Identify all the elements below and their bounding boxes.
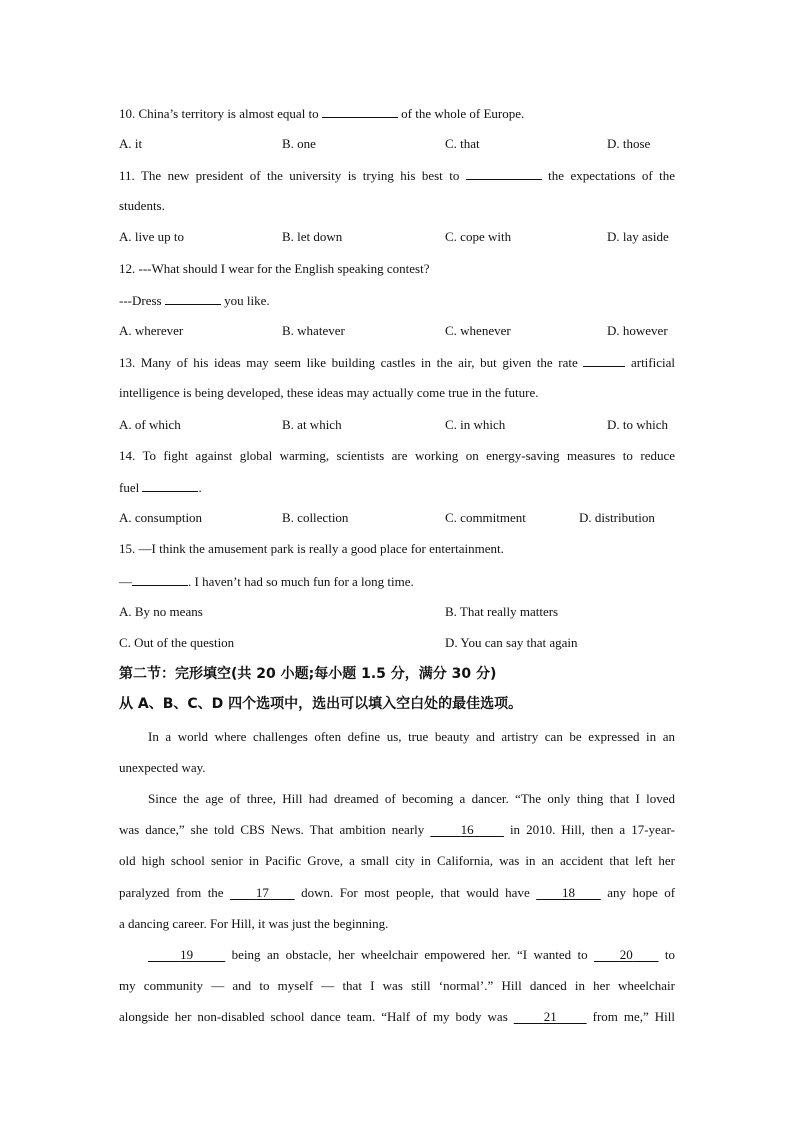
question-13-text-end: artificial (625, 355, 676, 370)
passage-text: from me,” Hill (586, 1009, 676, 1024)
option-c: C. that (445, 136, 480, 151)
answer-blank (132, 572, 188, 586)
option-a: A. By no means (119, 604, 203, 619)
option-d: D. those (607, 136, 651, 151)
question-10-text: 10. China’s territory is almost equal to (119, 106, 322, 121)
question-10-text-end: of the whole of Europe. (397, 106, 525, 121)
question-11-continuation: students. (119, 198, 165, 213)
question-15-text-end: . I haven’t had so much fun for a long time. (188, 574, 414, 589)
passage-paragraph-1-line-2: unexpected way. (119, 760, 206, 775)
passage-paragraph-3-line-1 (148, 946, 675, 964)
option-b: B. let down (282, 229, 343, 244)
option-d: D. to which (607, 417, 669, 432)
blank-number: 21 (543, 1009, 557, 1024)
passage-paragraph-2-line-2 (119, 821, 675, 839)
question-15-response (119, 572, 675, 591)
option-d: D. lay aside (607, 229, 669, 244)
option-c: C. Out of the question (119, 635, 235, 650)
option-b: B. at which (282, 417, 342, 432)
option-a: A. of which (119, 417, 181, 432)
answer-blank (165, 291, 221, 305)
passage-text: being an obstacle, her wheelchair empowered her. “I wanted to (225, 947, 595, 962)
answer-blank (466, 166, 542, 180)
cloze-blank-18 (536, 885, 601, 900)
section-2-title: 第二节：完形填空(共 20 小题;每小题 1.5 分，满分 30 分) (119, 666, 497, 682)
option-a: A. consumption (119, 510, 203, 525)
question-10-stem (119, 104, 675, 123)
option-c: C. commitment (445, 510, 526, 525)
answer-blank (142, 478, 198, 492)
blank-number: 20 (619, 947, 633, 962)
passage-text: to (658, 947, 676, 962)
option-a: A. live up to (119, 229, 184, 244)
option-c: C. in which (445, 417, 506, 432)
passage-paragraph-3-line-3 (119, 1008, 675, 1026)
question-13-stem (119, 353, 675, 372)
option-b: B. whatever (282, 323, 345, 338)
option-a: A. wherever (119, 323, 184, 338)
cloze-blank-16 (430, 822, 504, 837)
question-14-text-end: . (198, 480, 202, 495)
question-13-continuation: intelligence is being developed, these ideas may actually come true in the future. (119, 385, 539, 400)
question-12-stem: 12. ---What should I wear for the English speaking contest? (119, 261, 430, 276)
cloze-blank-20 (594, 947, 658, 962)
question-14-text: fuel (119, 480, 143, 495)
passage-paragraph-2-line-4 (119, 884, 675, 902)
blank-number: 16 (460, 822, 474, 837)
option-d: D. distribution (579, 510, 655, 525)
option-b: B. That really matters (445, 604, 559, 619)
question-12-text: ---Dress (119, 293, 165, 308)
blank-number: 18 (562, 885, 575, 900)
question-14-continuation (119, 478, 675, 497)
passage-paragraph-1-line-1: In a world where challenges often define us, true beauty and artistry can be expressed in an (148, 729, 675, 744)
option-c: C. cope with (445, 229, 512, 244)
question-14-stem: 14. To fight against global warming, scientists are working on energy-saving measures to reduce (119, 448, 675, 463)
passage-paragraph-2-line-5: a dancing career. For Hill, it was just the beginning. (119, 916, 389, 931)
cloze-blank-17 (230, 885, 295, 900)
question-15-text: — (119, 574, 132, 589)
option-d: D. You can say that again (445, 635, 578, 650)
answer-blank (322, 104, 398, 118)
question-11-text-end: the expectations of the (541, 168, 675, 183)
blank-number: 19 (180, 947, 194, 962)
option-b: B. collection (282, 510, 349, 525)
option-b: B. one (282, 136, 316, 151)
cloze-blank-19 (148, 947, 225, 962)
passage-text: any hope of (600, 885, 676, 900)
cloze-blank-21 (514, 1009, 587, 1024)
option-a: A. it (119, 136, 143, 151)
passage-text: alongside her non-disabled school dance team. “Half of my body was (119, 1009, 514, 1024)
passage-text: in 2010. Hill, then a 17-year- (503, 822, 675, 837)
question-12-response (119, 291, 675, 310)
passage-paragraph-2-line-3: old high school senior in Pacific Grove, a small city in California, was in an accident that left her (119, 853, 675, 868)
section-2-instruction: 从 A、B、C、D 四个选项中，选出可以填入空白处的最佳选项。 (119, 696, 523, 712)
option-d: D. however (607, 323, 668, 338)
answer-blank (583, 353, 625, 367)
passage-text: paralyzed from the (119, 885, 231, 900)
option-c: C. whenever (445, 323, 511, 338)
passage-paragraph-2-line-1: Since the age of three, Hill had dreamed of becoming a dancer. “The only thing that I loved (148, 791, 675, 806)
question-15-stem: 15. —I think the amusement park is really a good place for entertainment. (119, 541, 504, 556)
question-12-text-end: you like. (220, 293, 270, 308)
passage-text: was dance,” she told CBS News. That ambition nearly (119, 822, 431, 837)
question-11-stem (119, 166, 675, 185)
question-11-text: 11. The new president of the university is trying his best to (119, 168, 466, 183)
blank-number: 17 (255, 885, 269, 900)
passage-text: down. For most people, that would have (294, 885, 537, 900)
passage-paragraph-3-line-2: my community — and to myself — that I was still ‘normal’.” Hill danced in her wheelchair (119, 978, 675, 993)
question-13-text: 13. Many of his ideas may seem like building castles in the air, but given the rate (119, 355, 584, 370)
